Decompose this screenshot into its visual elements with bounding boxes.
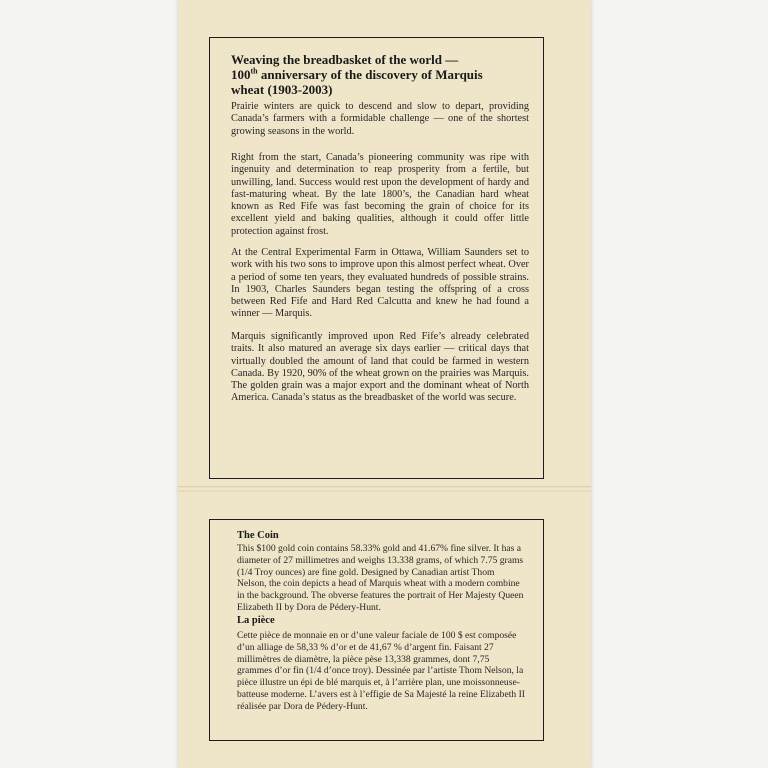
heading-number: 100 [231, 67, 251, 82]
piece-section-title: La pièce [237, 615, 275, 626]
heading-line-3: wheat (1903-2003) [231, 82, 333, 97]
coin-section-title: The Coin [237, 530, 279, 541]
paragraph-pioneers: Right from the start, Canada’s pioneering community was ripe with ingenuity and determination to reap prosperity from a fertile, but unwilling, land. Success would rest upon the development of hardy and fast-maturing wheat. By the late 1800’s, the Canadian hard wheat known as Red Fife was fast becoming the grain of choice for its excellent yield and baking qualities, although it could offer little protection against frost. [231, 152, 529, 237]
document-heading [231, 52, 531, 97]
heading-line-2-rest: anniversary of the discovery of Marquis [257, 67, 483, 82]
heading-line-2 [231, 67, 531, 82]
paragraph-intro: Prairie winters are quick to descend and slow to depart, providing Canada’s farmers with a formidable challenge — one of the shortest growing seasons in the world. [231, 101, 529, 137]
coin-section-text: This $100 gold coin contains 58.33% gold and 41.67% fine silver. It has a diameter of 27 millimetres and weighs 13.338 grams, of which 7.75 grams (1/4 Troy ounces) are fine gold. Designed by Canadian artist Thom Nelson, the coin depicts a head of Marquis wheat with a modern combine in the background. The obverse features the portrait of Her Majesty Queen Elizabeth II by Dora de Pédery-Hunt. [237, 543, 524, 613]
paragraph-marquis: Marquis significantly improved upon Red Fife’s already celebrated traits. It also matured an average six days earlier — critical days that virtually doubled the amount of land that could be farmed in western Canada. By 1920, 90% of the wheat grown on the prairies was Marquis. The golden grain was a major export and the dominant wheat of North America. Canada’s status as the breadbasket of the world was secure. [231, 331, 529, 404]
piece-section-text: Cette pièce de monnaie en or d’une valeur faciale de 100 $ est composée d’un alliage de 58,33 % d’or et de 41,67 % d’argent fin. Faisant 27 millimètres de diamètre, la pièce pèse 13,338 grammes, dont 7,75 grammes d’or fin (1/4 d’once troy). Dessinée par l’artiste Thom Nelson, la pièce illustre un épi de blé marquis et, à l’arrière plan, une moissonneuse-batteuse moderne. L’avers est à l’effigie de Sa Majesté la reine Elizabeth II réalisée par Dora de Pédery-Hunt. [237, 630, 525, 712]
paragraph-saunders: At the Central Experimental Farm in Ottawa, William Saunders set to work with his two sons to improve upon this almost perfect wheat. Over a period of some ten years, they evaluated hundreds of possible strains. In 1903, Charles Saunders began testing the offspring of a cross between Red Fife and Hard Red Calcutta and knew he had found a winner — Marquis. [231, 247, 529, 320]
heading-ordinal: th [250, 66, 258, 76]
paper-fold [178, 486, 591, 492]
heading-line-1: Weaving the breadbasket of the world — [231, 52, 459, 67]
